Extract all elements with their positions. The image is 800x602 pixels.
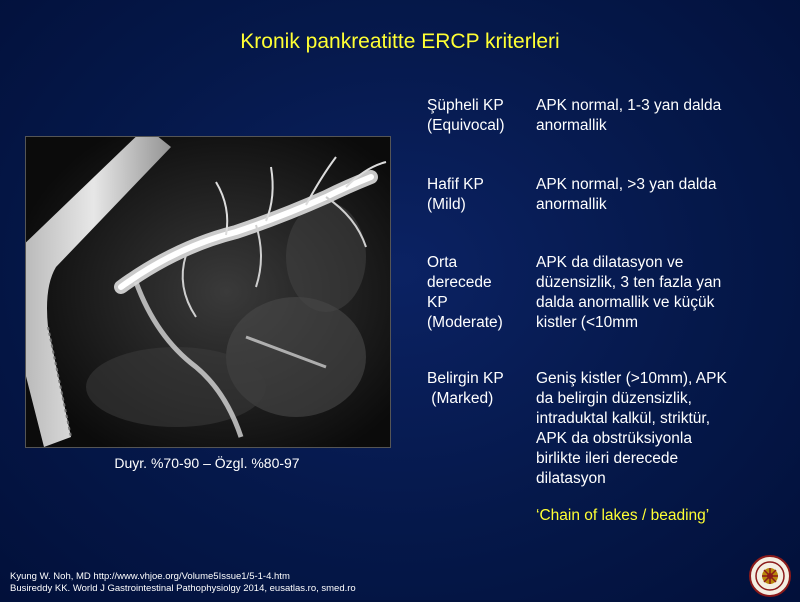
chain-of-lakes-highlight: ‘Chain of lakes / beading’ xyxy=(536,507,710,524)
slide-title: Kronik pankreatitte ERCP kriterleri xyxy=(240,30,560,53)
reference-line: Busireddy KK. World J Gastrointestinal Pathophysiolgy 2014, eusatlas.ro, smed.ro xyxy=(10,583,356,594)
university-seal-logo-icon xyxy=(749,555,791,597)
ercp-radiograph-image xyxy=(25,136,391,448)
criteria-label: Hafif KP (Mild) xyxy=(427,176,484,213)
criteria-description: Geniş kistler (>10mm), APK da belirgin düzensizlik, intraduktal kalkül, striktür, APK da obstrüksiyonla birlikte ileri derecede dilatasyon xyxy=(536,370,727,487)
criteria-label: Belirgin KP (Marked) xyxy=(427,370,504,407)
criteria-label: Orta derecede KP (Moderate) xyxy=(427,254,503,331)
references xyxy=(10,571,356,595)
reference-line: Kyung W. Noh, MD http://www.vhjoe.org/Volume5Issue1/5-1-4.htm xyxy=(10,571,290,582)
criteria-description: APK normal, 1-3 yan dalda anormallik xyxy=(536,97,722,134)
criteria-label: Şüpheli KP (Equivocal) xyxy=(427,97,505,134)
criteria-description: APK normal, >3 yan dalda anormallik xyxy=(536,176,717,213)
sensitivity-specificity-caption: Duyr. %70-90 – Özgl. %80-97 xyxy=(114,455,300,471)
criteria-description: APK da dilatasyon ve düzensizlik, 3 ten fazla yan dalda anormallik ve küçük kistler (<10mm xyxy=(536,254,722,331)
